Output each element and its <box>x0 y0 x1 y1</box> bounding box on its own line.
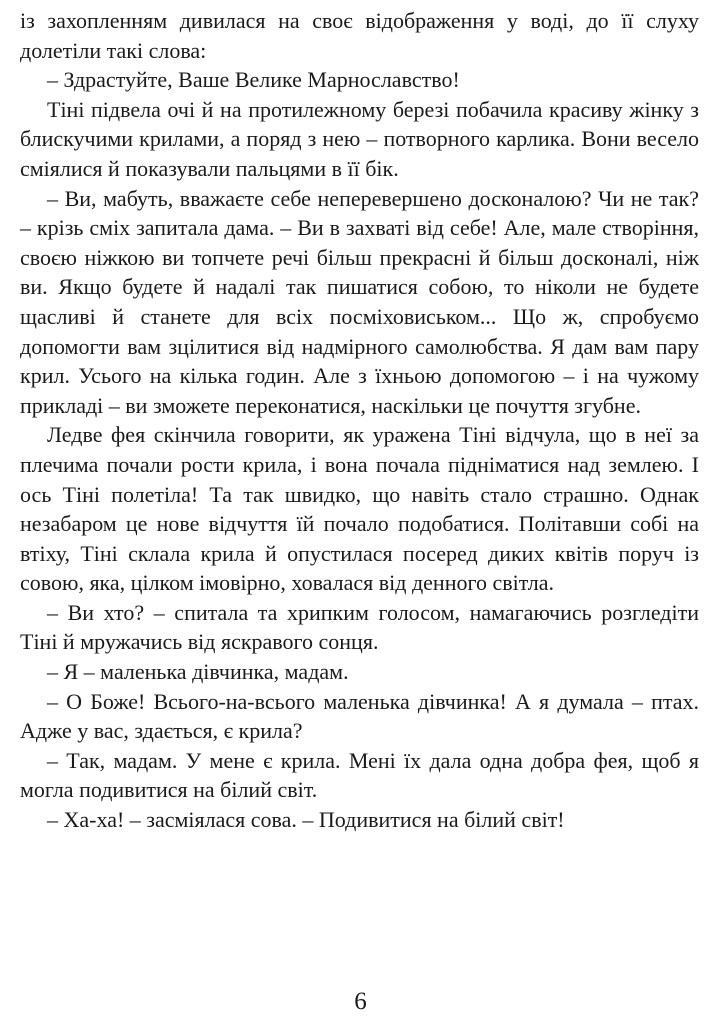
paragraph-1: із захопленням дивилася на своє відображення у воді, до її слуху долетіли такі слова: <box>20 8 699 63</box>
body-text <box>20 6 699 835</box>
paragraph-4: – Ви, мабуть, вважаєте себе неперевершено досконалою? Чи не так? – крізь сміх запитала дама. – Ви в захваті від себе! Але, мале створіння, своєю ніжкою ви топчете речі більш прекрасні й більш досконалі, ніж ви. Якщо будете й надалі так пишатися собою, то ніколи не будете щасливі й станете для всіх посміховиськом... Що ж, спробуємо допомогти вам зцілитися від надмірного самолюбства. Я дам вам пару крил. Усього на кілька годин. Але з їхньою допомогою – і на чужому прикладі – ви зможете переконатися, наскільки це почуття згубне. <box>20 185 699 418</box>
paragraph-5: Ледве фея скінчила говорити, як уражена Тіні відчула, що в неї за плечима почали рости крила, і вона почала підніматися над землею. І ось Тіні полетіла! Та так швидко, що навіть стало страшно. Однак незабаром це нове відчуття їй почало подобатися. Політавши собі на втіху, Тіні склала крила й опустилася посеред диких квітів поруч із совою, яка, цілком імовірно, ховалася від денного світла. <box>20 422 699 596</box>
paragraph-10: – Ха-ха! – засміялася сова. – Подивитися на білий світ! <box>47 807 565 833</box>
page-number: 6 <box>354 988 367 1015</box>
paragraph-3: Тіні підвела очі й на протилежному березі побачила красиву жінку з блискучими крилами, а поряд з нею – потворного карлика. Вони весело сміялися й показували пальцями в її бік. <box>20 96 699 181</box>
paragraph-8: – О Боже! Всього-на-всього маленька дівчинка! А я думала – птах. Адже у вас, здається, є крила? <box>20 688 699 744</box>
paragraph-7: – Я – маленька дівчинка, мадам. <box>47 659 349 685</box>
paragraph-9: – Так, мадам. У мене є крила. Мені їх дала одна добра фея, щоб я могла подивитися на білий світ. <box>20 747 699 803</box>
paragraph-2: – Здрастуйте, Ваше Велике Марнославство! <box>47 67 460 93</box>
paragraph-6: – Ви хто? – спитала та хрипким голосом, намагаючись розгледіти Тіні й мружачись від яскравого сонця. <box>20 599 699 655</box>
